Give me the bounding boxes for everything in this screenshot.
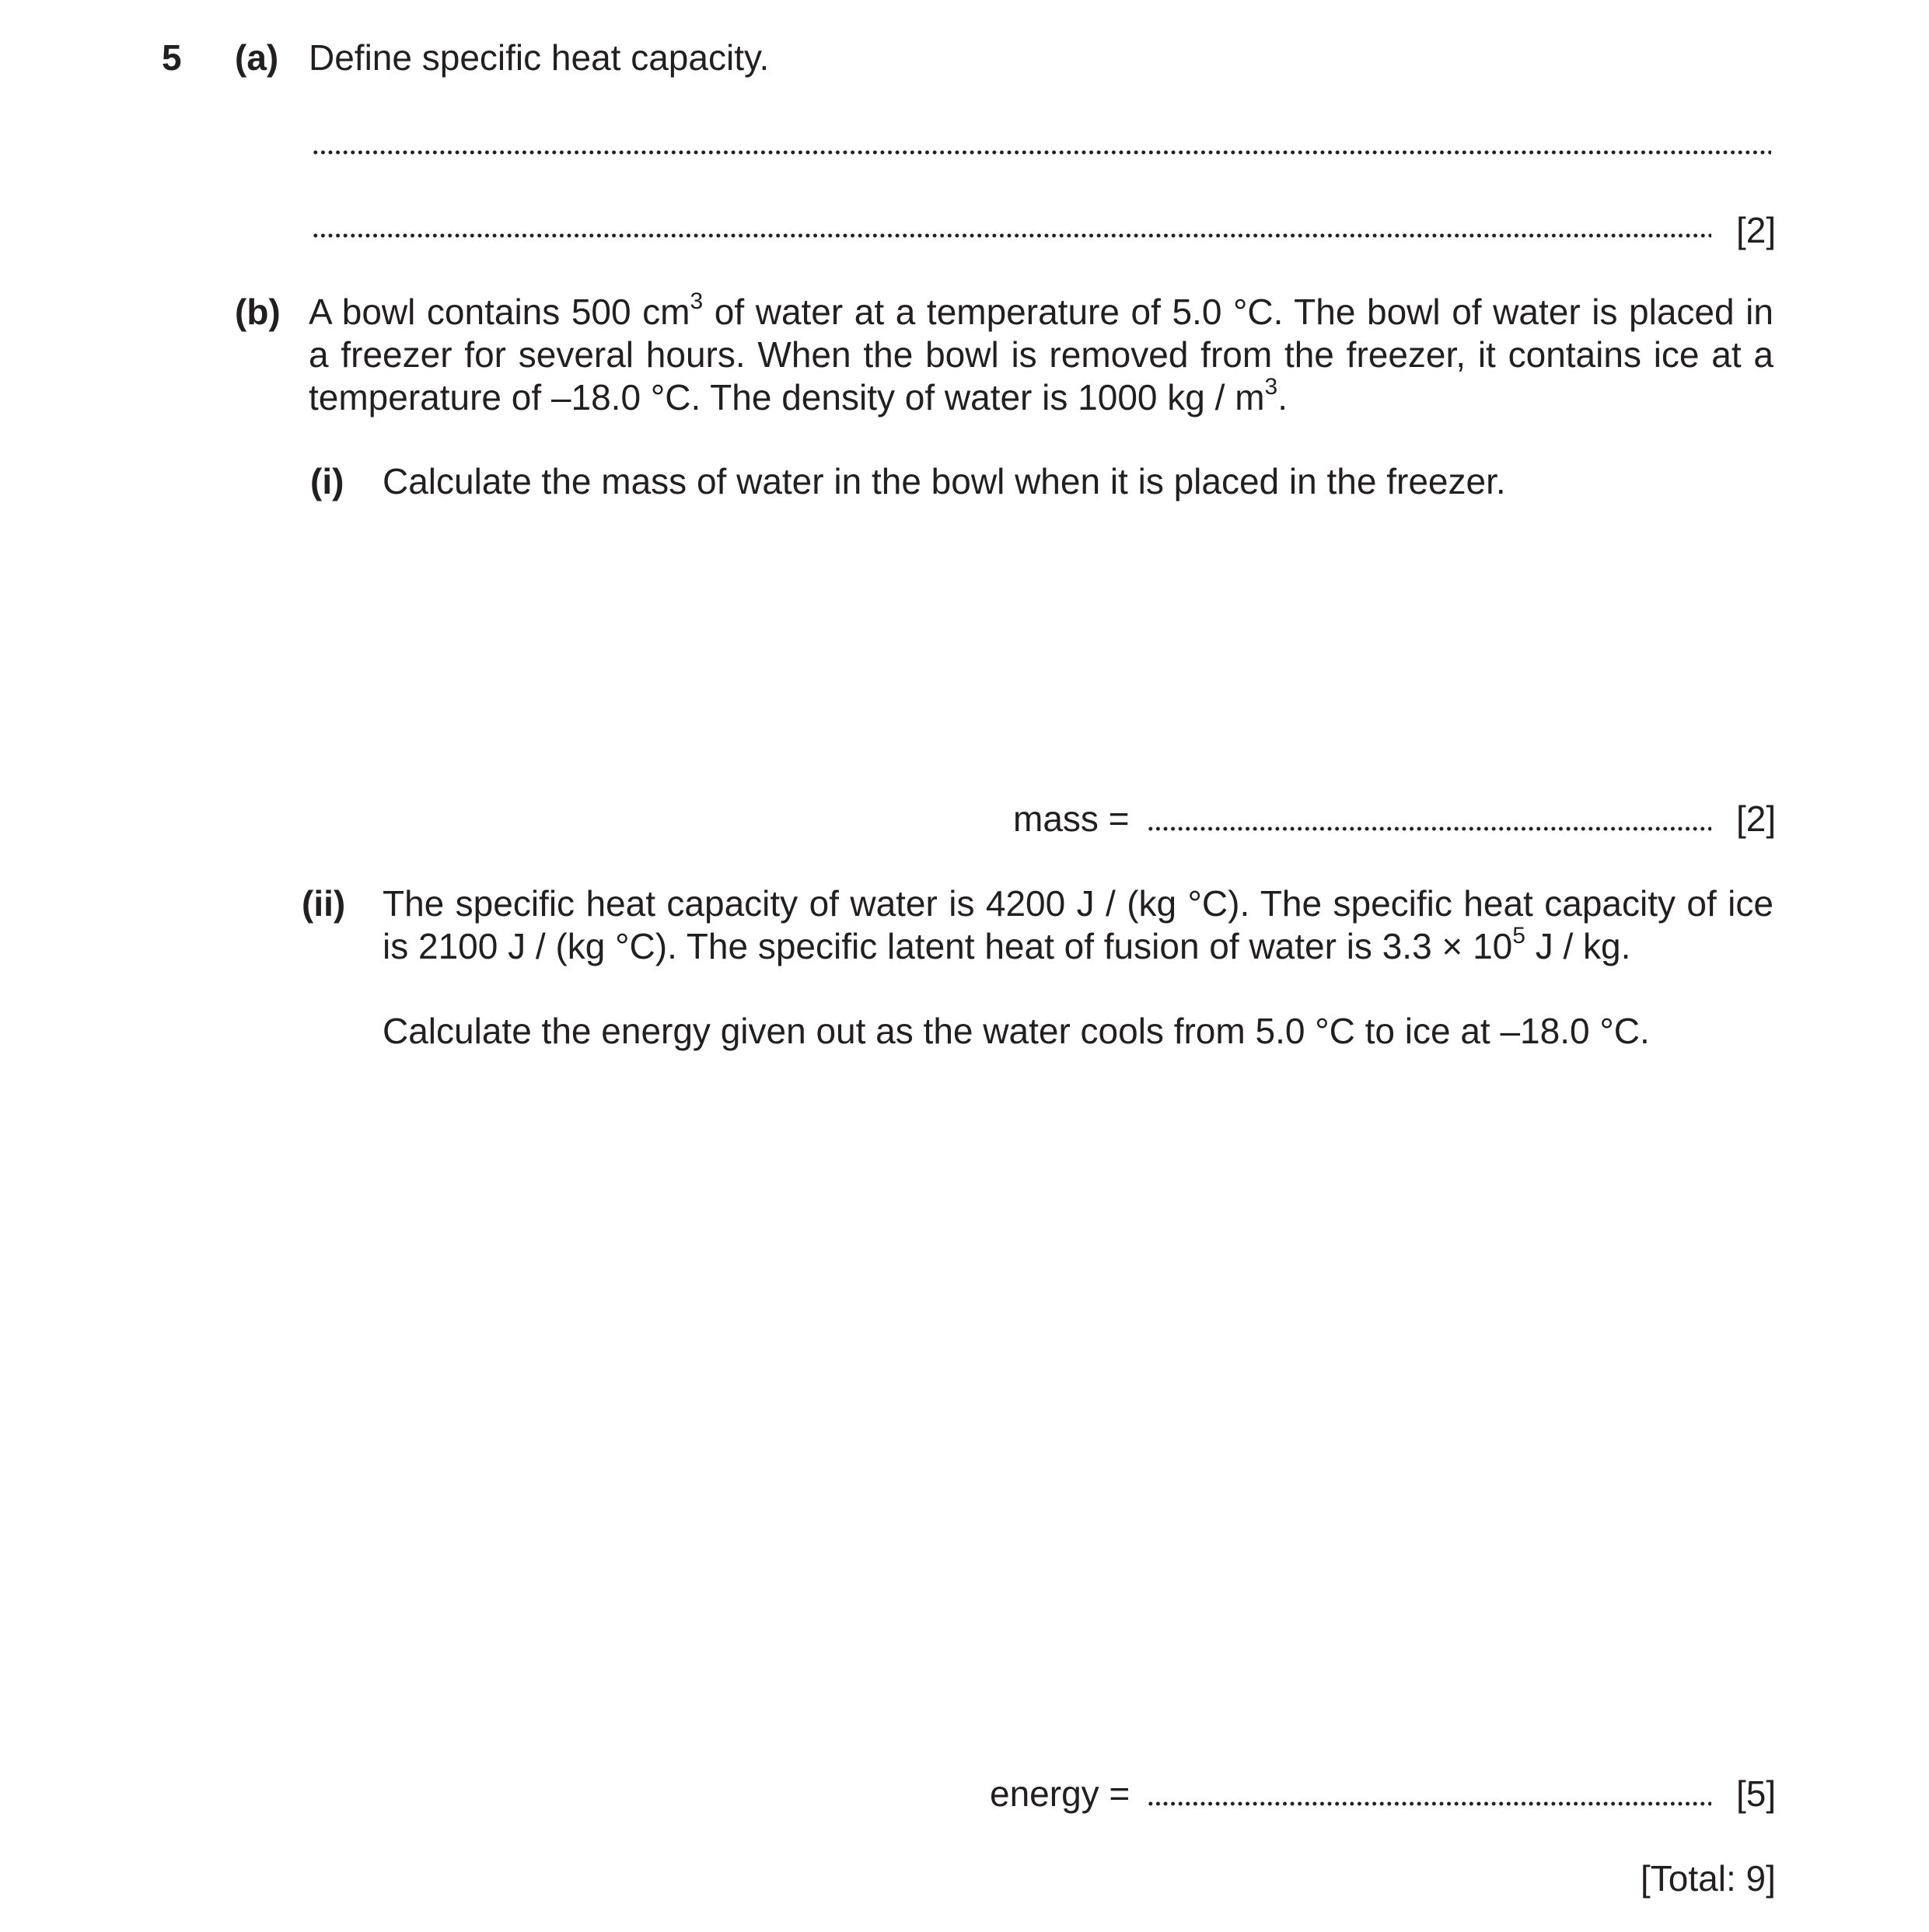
answer-line-a1[interactable] — [312, 150, 1771, 155]
energy-answer-line[interactable] — [1147, 1801, 1711, 1806]
answer-line-a2[interactable] — [312, 233, 1711, 238]
part-b-intro: A bowl contains 500 $cm^3$ of water at a temperature of 5.0 °C. The bowl of water is placed in a freezer for several hours. When the bowl is removed from the freezer, it contains ice at a temperature of –18.0 °C. The density of water is 1000 kg / $m^3$. — [309, 288, 1773, 417]
energy-answer-label: energy = — [990, 1773, 1130, 1814]
part-b-i-label: (i) — [310, 461, 344, 501]
part-b-ii-marks: [5] — [1736, 1773, 1777, 1814]
mass-answer-label: mass = — [1013, 798, 1130, 839]
total-marks: [Total: 9] — [1641, 1858, 1776, 1899]
part-b-ii-prompt: Calculate the energy given out as the water cools from 5.0 °C to ice at –18.0 °C. — [383, 1011, 1650, 1051]
part-b-ii-info: The specific heat capacity of water is 4200 J / (kg °C). The specific heat capacity of ice is 2100 J / (kg °C). The specific latent heat of fusion of water is $3.3 \times 10^5$ J / kg. — [383, 883, 1773, 966]
part-a-prompt: Define specific heat capacity. — [309, 37, 770, 78]
mass-answer-line[interactable] — [1147, 826, 1711, 831]
part-b-label: (b) — [235, 292, 281, 332]
part-b-ii-label: (ii) — [302, 883, 346, 924]
part-a-marks: [2] — [1736, 210, 1777, 250]
question-number: 5 — [162, 37, 182, 78]
part-b-i-prompt: Calculate the mass of water in the bowl when it is placed in the freezer. — [383, 461, 1506, 501]
part-b-i-marks: [2] — [1736, 798, 1777, 839]
part-a-label: (a) — [235, 37, 279, 78]
